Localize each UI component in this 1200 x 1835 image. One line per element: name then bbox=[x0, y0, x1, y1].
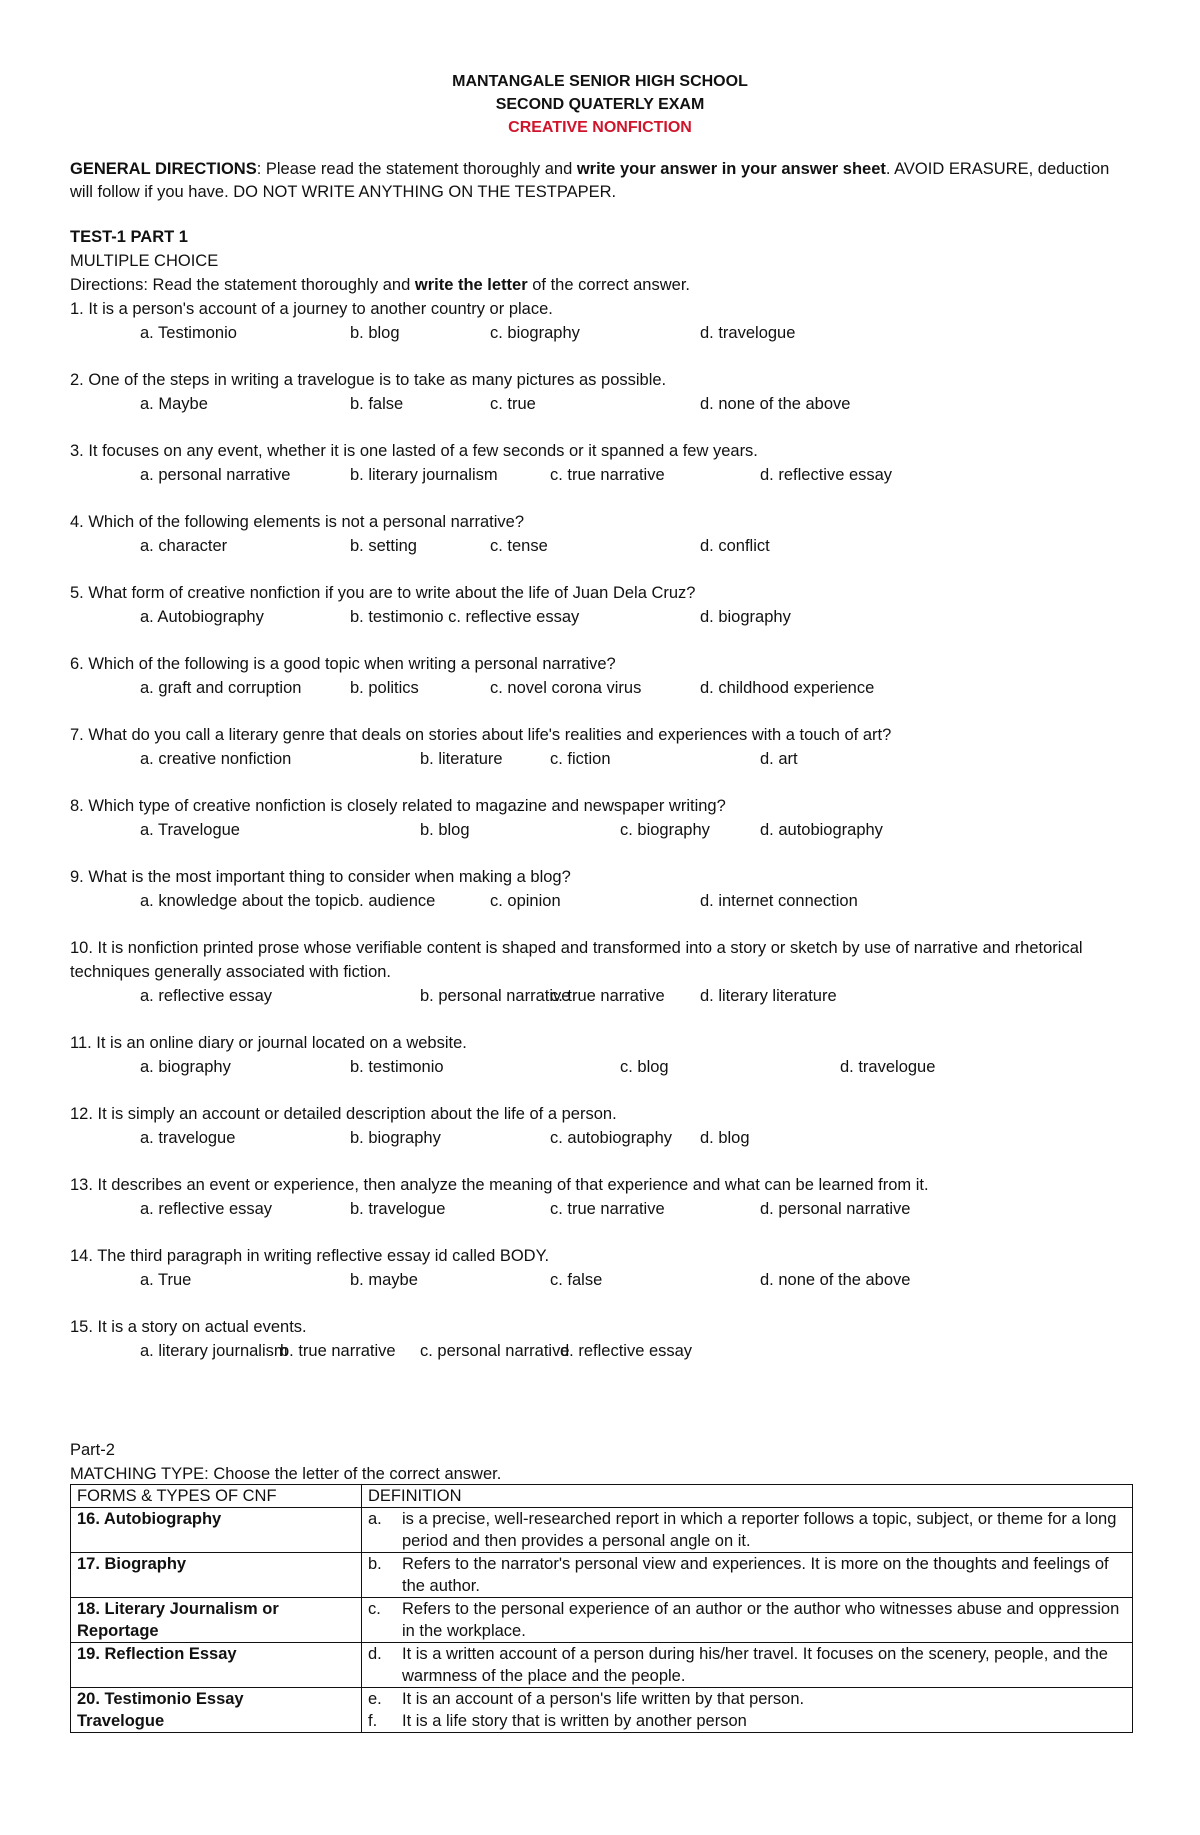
matching-table bbox=[70, 1484, 1133, 1733]
choice-option: a. travelogue bbox=[140, 1129, 236, 1147]
question-choices bbox=[70, 1055, 1130, 1079]
question-stem: 7. What do you call a literary genre that deals on stories about life's realities and experiences with a touch of art? bbox=[70, 726, 892, 744]
choice-option: a. Travelogue bbox=[140, 821, 240, 839]
choice-option: c. true narrative bbox=[550, 466, 665, 484]
spacer bbox=[70, 1008, 1130, 1031]
choice-option: d. travelogue bbox=[700, 324, 796, 342]
question-11 bbox=[70, 1031, 1130, 1079]
question-8 bbox=[70, 794, 1130, 842]
definition-item bbox=[368, 1688, 1126, 1710]
choice-option: b. politics bbox=[350, 679, 419, 697]
question-stem: 1. It is a person's account of a journey to another country or place. bbox=[70, 300, 553, 318]
spacer bbox=[70, 558, 1130, 581]
question-15 bbox=[70, 1315, 1130, 1363]
choice-option: a. literary journalism bbox=[140, 1342, 288, 1360]
test1-directions bbox=[70, 273, 1130, 297]
choice-option: c. blog bbox=[620, 1058, 669, 1076]
definition-text: Refers to the narrator's personal view and experiences. It is more on the thoughts and feelings of the author. bbox=[402, 1555, 1109, 1595]
matching-definition-cell bbox=[362, 1688, 1133, 1733]
spacer bbox=[70, 842, 1130, 865]
choice-option: c. true narrative bbox=[550, 987, 665, 1005]
choice-option: d. travelogue bbox=[840, 1058, 936, 1076]
choice-option: a. biography bbox=[140, 1058, 231, 1076]
subject-title: CREATIVE NONFICTION bbox=[508, 119, 692, 136]
part2-directions: MATCHING TYPE: Choose the letter of the correct answer. bbox=[70, 1465, 502, 1483]
choice-option: b. true narrative bbox=[280, 1342, 396, 1360]
matching-form-cell bbox=[71, 1643, 362, 1688]
exam-page bbox=[70, 70, 1130, 1363]
choice-option: b. testimonio bbox=[350, 1058, 444, 1076]
question-list bbox=[70, 297, 1130, 1363]
choice-option: c. false bbox=[550, 1271, 603, 1289]
choice-option: b. false bbox=[350, 395, 404, 413]
definition-item bbox=[368, 1553, 1126, 1597]
question-stem: 9. What is the most important thing to consider when making a blog? bbox=[70, 868, 571, 886]
question-choices bbox=[70, 1268, 1130, 1292]
matching-definition-cell bbox=[362, 1598, 1133, 1643]
definition-item bbox=[368, 1643, 1126, 1687]
question-choices bbox=[70, 1339, 1130, 1363]
choice-option: d. none of the above bbox=[700, 395, 851, 413]
choice-option: b. travelogue bbox=[350, 1200, 446, 1218]
matching-form-cell bbox=[71, 1508, 362, 1553]
choice-option: c. fiction bbox=[550, 750, 611, 768]
matching-form-cell bbox=[71, 1553, 362, 1598]
question-stem: 15. It is a story on actual events. bbox=[70, 1318, 307, 1336]
form-label: 19. Reflection Essay bbox=[77, 1645, 237, 1663]
exam-title: SECOND QUATERLY EXAM bbox=[495, 96, 705, 113]
question-stem: 2. One of the steps in writing a travelogue is to take as many pictures as possible. bbox=[70, 371, 667, 389]
definition-letter: e. bbox=[368, 1690, 382, 1708]
definition-item bbox=[368, 1508, 1126, 1552]
choice-option: d. literary literature bbox=[700, 987, 837, 1005]
spacer bbox=[70, 1221, 1130, 1244]
choice-option: c. tense bbox=[490, 537, 548, 555]
question-5 bbox=[70, 581, 1130, 629]
choice-option: d. personal narrative bbox=[760, 1200, 911, 1218]
definition-letter: b. bbox=[368, 1555, 382, 1573]
part2-title: Part-2 bbox=[70, 1441, 115, 1459]
question-9 bbox=[70, 865, 1130, 913]
question-choices bbox=[70, 605, 1130, 629]
spacer bbox=[70, 913, 1130, 936]
general-directions-text1: : Please read the statement thoroughly and bbox=[256, 160, 577, 178]
question-12 bbox=[70, 1102, 1130, 1150]
test1-title: TEST-1 PART 1 bbox=[70, 228, 188, 246]
question-choices bbox=[70, 984, 1130, 1008]
general-directions-bold: write your answer in your answer sheet bbox=[576, 160, 886, 178]
test1-dir-pre: Directions: Read the statement thoroughly and bbox=[70, 276, 415, 294]
question-7 bbox=[70, 723, 1130, 771]
matching-definition-cell bbox=[362, 1508, 1133, 1553]
question-stem: 10. It is nonfiction printed prose whose verifiable content is shaped and transformed into a story or sketch by use of narrative and rhetorical techniques generally associated with fiction. bbox=[70, 939, 1083, 981]
exam-header bbox=[70, 70, 1130, 139]
question-stem: 4. Which of the following elements is not a personal narrative? bbox=[70, 513, 524, 531]
definition-item bbox=[368, 1710, 1126, 1732]
choice-option: a. knowledge about the topic bbox=[140, 892, 351, 910]
question-stem: 3. It focuses on any event, whether it is one lasted of a few seconds or it spanned a few years. bbox=[70, 442, 758, 460]
matching-row bbox=[71, 1643, 1133, 1688]
choice-option: d. internet connection bbox=[700, 892, 858, 910]
form-label: 18. Literary Journalism or Reportage bbox=[77, 1600, 279, 1640]
spacer bbox=[70, 487, 1130, 510]
matching-definition-cell bbox=[362, 1643, 1133, 1688]
choice-option: a. character bbox=[140, 537, 228, 555]
general-directions bbox=[70, 158, 1130, 204]
question-stem: 13. It describes an event or experience, then analyze the meaning of that experience and what can be learned from it. bbox=[70, 1176, 929, 1194]
choice-option: a. Maybe bbox=[140, 395, 208, 413]
definition-letter: f. bbox=[368, 1712, 378, 1730]
choice-option: a. True bbox=[140, 1271, 192, 1289]
choice-option: d. reflective essay bbox=[760, 466, 893, 484]
spacer bbox=[70, 771, 1130, 794]
choice-option: c. biography bbox=[620, 821, 710, 839]
matching-row bbox=[71, 1553, 1133, 1598]
choice-option: a. personal narrative bbox=[140, 466, 291, 484]
test1-type: MULTIPLE CHOICE bbox=[70, 252, 219, 270]
question-stem: 6. Which of the following is a good topic when writing a personal narrative? bbox=[70, 655, 616, 673]
choice-option: d. childhood experience bbox=[700, 679, 875, 697]
choice-option: a. Autobiography bbox=[140, 608, 264, 626]
question-2 bbox=[70, 368, 1130, 416]
choice-option: d. conflict bbox=[700, 537, 770, 555]
general-directions-label: GENERAL DIRECTIONS bbox=[70, 160, 257, 178]
choice-option: c. personal narrative bbox=[420, 1342, 570, 1360]
question-4 bbox=[70, 510, 1130, 558]
matching-row bbox=[71, 1508, 1133, 1553]
question-choices bbox=[70, 747, 1130, 771]
choice-option: b. literature bbox=[420, 750, 503, 768]
question-1 bbox=[70, 297, 1130, 345]
matching-col1-header: FORMS & TYPES OF CNF bbox=[71, 1485, 362, 1508]
definition-text: is a precise, well-researched report in which a reporter follows a topic, subject, or theme for a long period and then provides a personal angle on it. bbox=[402, 1510, 1117, 1550]
choice-option: d. biography bbox=[700, 608, 791, 626]
definition-text: It is a written account of a person during his/her travel. It focuses on the scenery, people, and the warmness of the place and the people. bbox=[402, 1645, 1108, 1685]
choice-option: a. creative nonfiction bbox=[140, 750, 292, 768]
matching-form-cell bbox=[71, 1688, 362, 1733]
definition-letter: d. bbox=[368, 1645, 382, 1663]
question-stem: 5. What form of creative nonfiction if you are to write about the life of Juan Dela Cruz? bbox=[70, 584, 696, 602]
spacer bbox=[70, 345, 1130, 368]
choice-option: b. testimonio c. reflective essay bbox=[350, 608, 580, 626]
question-choices bbox=[70, 534, 1130, 558]
form-label: 16. Autobiography bbox=[77, 1510, 222, 1528]
matching-header-row bbox=[71, 1485, 1133, 1508]
choice-option: b. personal narrative bbox=[420, 987, 571, 1005]
choice-option: d. none of the above bbox=[760, 1271, 911, 1289]
choice-option: b. maybe bbox=[350, 1271, 418, 1289]
matching-col2-header: DEFINITION bbox=[362, 1485, 1133, 1508]
question-6 bbox=[70, 652, 1130, 700]
test1-dir-post: of the correct answer. bbox=[527, 276, 690, 294]
question-13 bbox=[70, 1173, 1130, 1221]
choice-option: a. Testimonio bbox=[140, 324, 237, 342]
spacer bbox=[70, 629, 1130, 652]
choice-option: b. audience bbox=[350, 892, 436, 910]
definition-text: Refers to the personal experience of an author or the author who witnesses abuse and oppression in the workplace. bbox=[402, 1600, 1120, 1640]
question-choices bbox=[70, 392, 1130, 416]
matching-definition-cell bbox=[362, 1553, 1133, 1598]
definition-letter: c. bbox=[368, 1600, 381, 1618]
question-choices bbox=[70, 321, 1130, 345]
choice-option: c. biography bbox=[490, 324, 580, 342]
choice-option: b. setting bbox=[350, 537, 417, 555]
choice-option: d. blog bbox=[700, 1129, 750, 1147]
spacer bbox=[70, 1292, 1130, 1315]
choice-option: c. true bbox=[490, 395, 536, 413]
spacer bbox=[70, 1079, 1130, 1102]
definition-text: It is a life story that is written by another person bbox=[402, 1712, 747, 1730]
matching-form-cell bbox=[71, 1598, 362, 1643]
question-choices bbox=[70, 1197, 1130, 1221]
form-label: 17. Biography bbox=[77, 1555, 187, 1573]
choice-option: c. opinion bbox=[490, 892, 561, 910]
choice-option: d. art bbox=[760, 750, 798, 768]
question-stem: 11. It is an online diary or journal located on a website. bbox=[70, 1034, 467, 1052]
choice-option: b. biography bbox=[350, 1129, 441, 1147]
spacer bbox=[70, 700, 1130, 723]
question-choices bbox=[70, 889, 1130, 913]
choice-option: c. autobiography bbox=[550, 1129, 673, 1147]
test1-dir-bold: write the letter bbox=[414, 276, 528, 294]
choice-option: a. reflective essay bbox=[140, 1200, 273, 1218]
choice-option: d. reflective essay bbox=[560, 1342, 693, 1360]
choice-option: b. literary journalism bbox=[350, 466, 498, 484]
part2-header bbox=[70, 1438, 501, 1486]
question-choices bbox=[70, 1126, 1130, 1150]
question-choices bbox=[70, 818, 1130, 842]
question-10 bbox=[70, 936, 1130, 1008]
question-stem: 12. It is simply an account or detailed description about the life of a person. bbox=[70, 1105, 617, 1123]
form-label-extra: Travelogue bbox=[77, 1712, 165, 1730]
matching-row bbox=[71, 1688, 1133, 1733]
general-directions-text2: . AVOID ERASURE, deduction will follow if you have. DO NOT WRITE ANYTHING ON THE TESTPAPER. bbox=[70, 160, 1110, 201]
choice-option: c. true narrative bbox=[550, 1200, 665, 1218]
choice-option: b. blog bbox=[350, 324, 400, 342]
question-stem: 14. The third paragraph in writing reflective essay id called BODY. bbox=[70, 1247, 550, 1265]
question-choices bbox=[70, 463, 1130, 487]
question-14 bbox=[70, 1244, 1130, 1292]
school-name: MANTANGALE SENIOR HIGH SCHOOL bbox=[452, 73, 748, 90]
choice-option: b. blog bbox=[420, 821, 470, 839]
spacer bbox=[70, 416, 1130, 439]
choice-option: a. reflective essay bbox=[140, 987, 273, 1005]
form-label: 20. Testimonio Essay bbox=[77, 1690, 244, 1708]
definition-letter: a. bbox=[368, 1510, 382, 1528]
spacer bbox=[70, 1150, 1130, 1173]
question-stem: 8. Which type of creative nonfiction is closely related to magazine and newspaper writing? bbox=[70, 797, 726, 815]
test1-header bbox=[70, 225, 1130, 297]
choice-option: c. novel corona virus bbox=[490, 679, 642, 697]
definition-text: It is an account of a person's life written by that person. bbox=[402, 1690, 805, 1708]
choice-option: a. graft and corruption bbox=[140, 679, 302, 697]
question-choices bbox=[70, 676, 1130, 700]
matching-row bbox=[71, 1598, 1133, 1643]
choice-option: d. autobiography bbox=[760, 821, 883, 839]
definition-item bbox=[368, 1598, 1126, 1642]
question-3 bbox=[70, 439, 1130, 487]
